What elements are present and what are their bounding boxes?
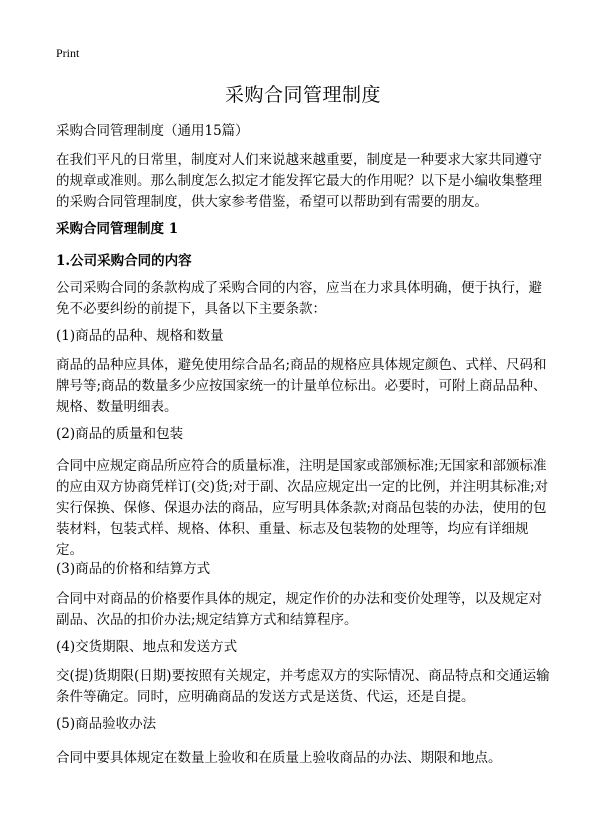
sub-heading: 1.公司采购合同的内容 xyxy=(56,253,192,269)
content-intro-paragraph: 公司采购合同的条款构成了采购合同的内容，应当在力求具体明确，便于执行，避免不必要纠纷的前提下，具备以下主要条款： xyxy=(56,280,542,317)
section-heading: 采购合同管理制度 1 xyxy=(56,221,179,237)
item-text: 合同中应规定商品所应符合的质量标准，注明是国家或部颁标准;无国家和部颁标准的应由双方协商凭样订(交)货;对于副、次品应规定出一定的比例，并注明其标准;对实行保换、保修、保退办法的商品，应写明具体条款;对商品包装的办法，使用的包装材料，包装式样、规格、体积、重量、标志及包装物的处理等，均应有详细规定。 xyxy=(56,458,549,558)
item-label: (2)商品的质量和包装 xyxy=(56,426,184,442)
item-label: (3)商品的价格和结算方式 xyxy=(56,561,211,577)
item-text: 交(提)货期限(日期)要按照有关规定，并考虑双方的实际情况、商品特点和交通运输条件等确定。同时，应明确商品的发送方式是送货、代运，还是自提。 xyxy=(56,668,550,705)
item-label: (1)商品的品种、规格和数量 xyxy=(56,328,224,344)
intro-paragraph: 在我们平凡的日常里，制度对人们来说越来越重要，制度是一种要求大家共同遵守的规章或准则。那么制度怎么拟定才能发挥它最大的作用呢？以下是小编收集整理的采购合同管理制度，供大家参考借鉴，希望可以帮助到有需要的朋友。 xyxy=(56,152,542,210)
document-subtitle: 采购合同管理制度（通用15篇） xyxy=(56,123,249,139)
document-title: 采购合同管理制度 xyxy=(224,84,381,106)
item-text: 合同中要具体规定在数量上验收和在质量上验收商品的办法、期限和地点。 xyxy=(56,750,502,766)
item-label: (4)交货期限、地点和发送方式 xyxy=(56,639,238,655)
item-text: 商品的品种应具体，避免使用综合品名;商品的规格应具体规定颜色、式样、尺码和牌号等;商品的数量多少应按国家统一的计量单位标出。必要时，可附上商品品种、规格、数量明细表。 xyxy=(56,357,547,415)
item-label: (5)商品验收办法 xyxy=(56,716,157,732)
item-text: 合同中对商品的价格要作具体的规定，规定作价的办法和变价处理等，以及规定对副品、次品的扣价办法;规定结算方式和结算程序。 xyxy=(56,591,542,628)
print-link[interactable]: Print xyxy=(56,46,80,60)
